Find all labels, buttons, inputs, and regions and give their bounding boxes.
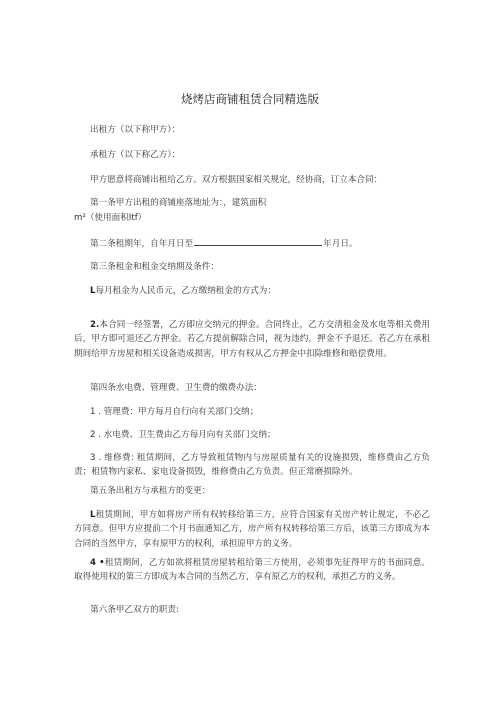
change-item-4 <box>74 556 430 585</box>
article-5: 第五条出租方与承租方的变更： <box>90 486 211 496</box>
rent-item-2 <box>74 318 430 361</box>
item-text: 本合同一经签署，乙方即应交纳元的押金。合同终止，乙方交清租金及水电等相关费用后，甲方即可退还乙方押金。若乙方提前解除合同，视为违约，押金不予退还。若乙方在承租期间给甲方房屋和相关设备造成损害，甲方有权从乙方押金中扣除维修和赔偿费用。 <box>74 320 430 359</box>
change-item-1 <box>74 508 430 551</box>
item-text: 每月租金为人民币元，乙方缴纳租金的方式为： <box>95 286 276 296</box>
lessor-line: 出租方（以下称甲方）： <box>90 125 181 135</box>
fee-item-3: 3 . 维修费: 租赁期间，乙方导致租赁物内与房屋质量有关的设施损毁，维修费由乙方负责；租赁物内家私、家电设备损毁，维修费由乙方负责。但正常磨损除外。 <box>74 453 430 478</box>
article-1-line-1: 第一条甲方出租的商铺座落地址为：，建筑面积 <box>90 198 267 208</box>
article-4: 第四条水电费、管理费、卫生费的缴费办法： <box>90 383 262 393</box>
article-1-area: m²（使用面积Itf） <box>74 213 147 223</box>
rent-item-1 <box>74 284 430 298</box>
item-number: L <box>90 286 96 296</box>
article-1 <box>74 196 430 210</box>
item-number: 2. <box>90 320 100 330</box>
item-text: 租赁期间，甲方如将房产所有权转移给第三方，应符合国家有关房产转让规定，不必乙方同意。但甲方应提前二个月书面通知乙方，房产所有权转移给第三方后，该第三方即成为本合同的当然甲方，享有原甲方的权利，承担原甲方的义务。 <box>74 510 430 549</box>
article-2-start: 第二条租期年，自年月日至 <box>90 239 194 249</box>
article-6: 第六条甲乙双方的职责: <box>90 605 179 615</box>
article-2-end: 年月日。 <box>323 239 358 249</box>
item-text: 租赁期间，乙方如欲将租赁房屋转租给第三方使用，必须事先征得甲方的书面同意。取得使用权的第三方即成为本合同的当然乙方，享有原乙方的权利，承担乙方的义务。 <box>74 558 430 583</box>
item-number: 4 • <box>90 558 105 568</box>
document-title: 烧烤店商铺租赁合同精选版 <box>181 92 319 106</box>
fee-item-1: 1 . 管理费：甲方每月自行向有关部门交纳； <box>90 407 259 417</box>
intro-paragraph: 甲方愿意将商铺出租给乙方。双方根据国家相关规定，经协商，订立本合同： <box>90 175 383 185</box>
item-number: L <box>90 510 96 520</box>
blank-underline <box>194 236 322 246</box>
fee-item-2: 2 . 水电费、卫生费由乙方每月向有关部门交纳； <box>90 430 276 440</box>
article-3: 第三条租金和租金交纳期及条件： <box>90 262 219 272</box>
lessee-line: 承租方（以下称乙方）： <box>90 150 181 160</box>
article-2 <box>74 236 430 251</box>
